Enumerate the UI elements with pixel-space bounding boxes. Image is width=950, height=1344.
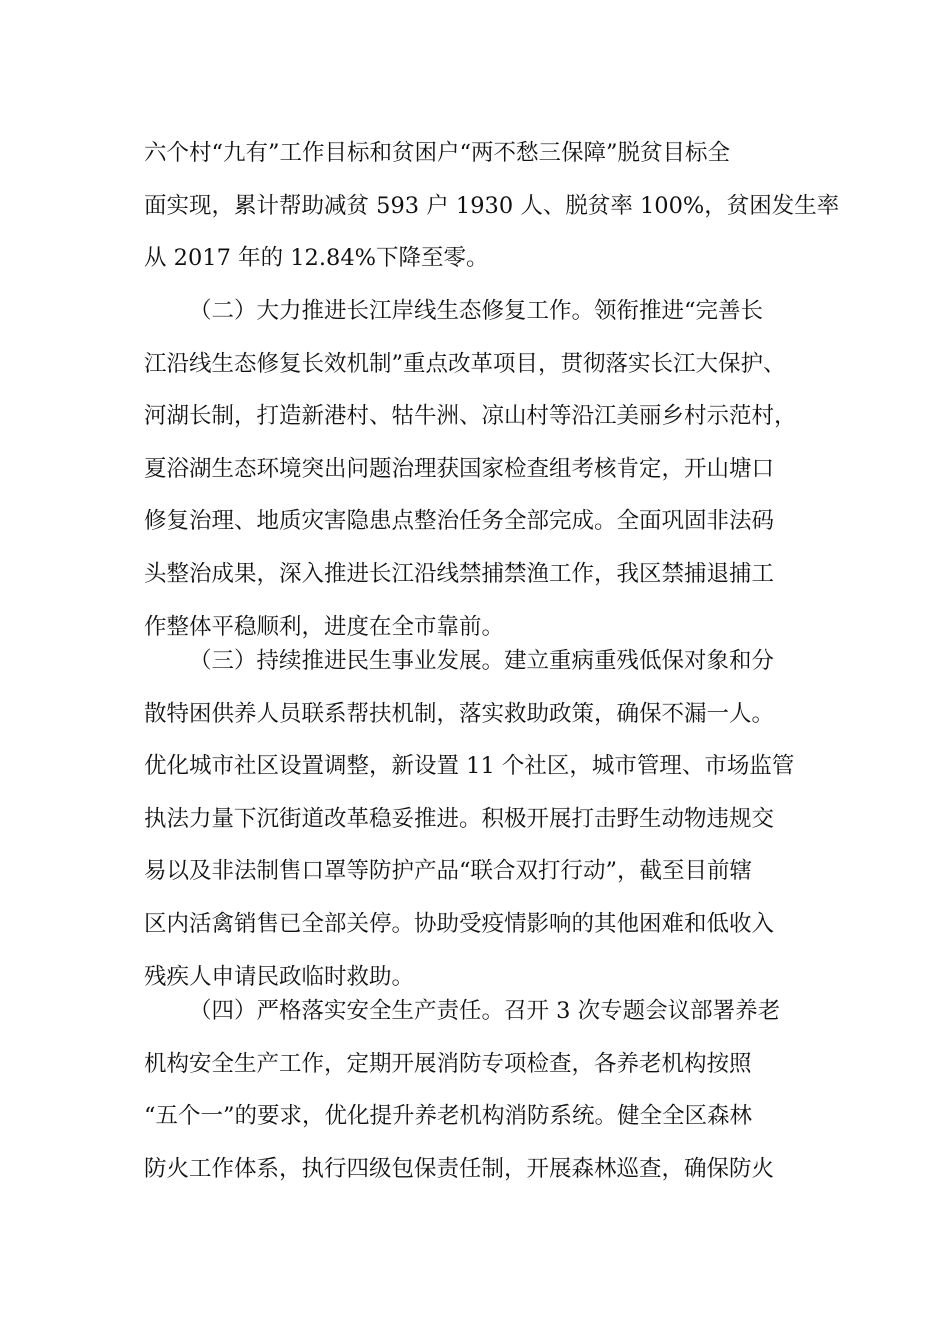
text-line: 江沿线生态修复长效机制”重点改革项目，贯彻落实长江大保护、 [144, 350, 786, 377]
paragraph-continuation [144, 127, 840, 285]
text-line: 河湖长制，打造新港村、牯牛洲、凉山村等沿江美丽乡村示范村， [144, 403, 797, 430]
paragraph-section-4 [144, 985, 804, 1195]
paragraph-section-2 [144, 285, 804, 653]
text-line: 执法力量下沉街道改革稳妥推进。积极开展打击野生动物违规交 [144, 805, 775, 832]
text-line: 面实现，累计帮助减贫 593 户 1930 人、脱贫率 100%，贫困发生率 [144, 192, 840, 219]
text-line-heading: （二）大力推进长江岸线生态修复工作。领衔推进“完善长 [189, 298, 764, 324]
text-line: 头整治成果，深入推进长江沿线禁捕禁渔工作，我区禁捕退捕工 [144, 560, 775, 587]
text-line: 夏浴湖生态环境突出问题治理获国家检查组考核肯定，开山塘口 [144, 455, 775, 482]
text-line: 防火工作体系，执行四级包保责任制，开展森林巡查，确保防火 [144, 1155, 775, 1182]
text-line: 优化城市社区设置调整，新设置 11 个社区，城市管理、市场监管 [144, 753, 795, 780]
text-line: 易以及非法制售口罩等防护产品“联合双打行动”，截至目前辖 [144, 858, 753, 885]
text-line: 六个村“九有”工作目标和贫困户“两不愁三保障”脱贫目标全 [144, 140, 731, 166]
text-line: 机构安全生产工作，定期开展消防专项检查，各养老机构按照 [144, 1050, 752, 1077]
text-line-heading: （三）持续推进民生事业发展。建立重病重残低保对象和分 [189, 648, 775, 674]
text-line: 残疾人申请民政临时救助。 [144, 963, 415, 990]
paragraph-section-3 [144, 635, 804, 1003]
text-line: 散特困供养人员联系帮扶机制，落实救助政策，确保不漏一人。 [144, 700, 775, 727]
text-line: 作整体平稳顺利，进度在全市靠前。 [144, 613, 505, 640]
text-line: 从 2017 年的 12.84%下降至零。 [144, 245, 489, 272]
text-line: 修复治理、地质灾害隐患点整治任务全部完成。全面巩固非法码 [144, 508, 775, 535]
text-line-heading: （四）严格落实安全生产责任。召开 3 次专题会议部署养老 [189, 998, 781, 1024]
text-line: 区内活禽销售已全部关停。协助受疫情影响的其他困难和低收入 [144, 910, 775, 937]
text-line: “五个一”的要求，优化提升养老机构消防系统。健全全区森林 [144, 1103, 753, 1130]
